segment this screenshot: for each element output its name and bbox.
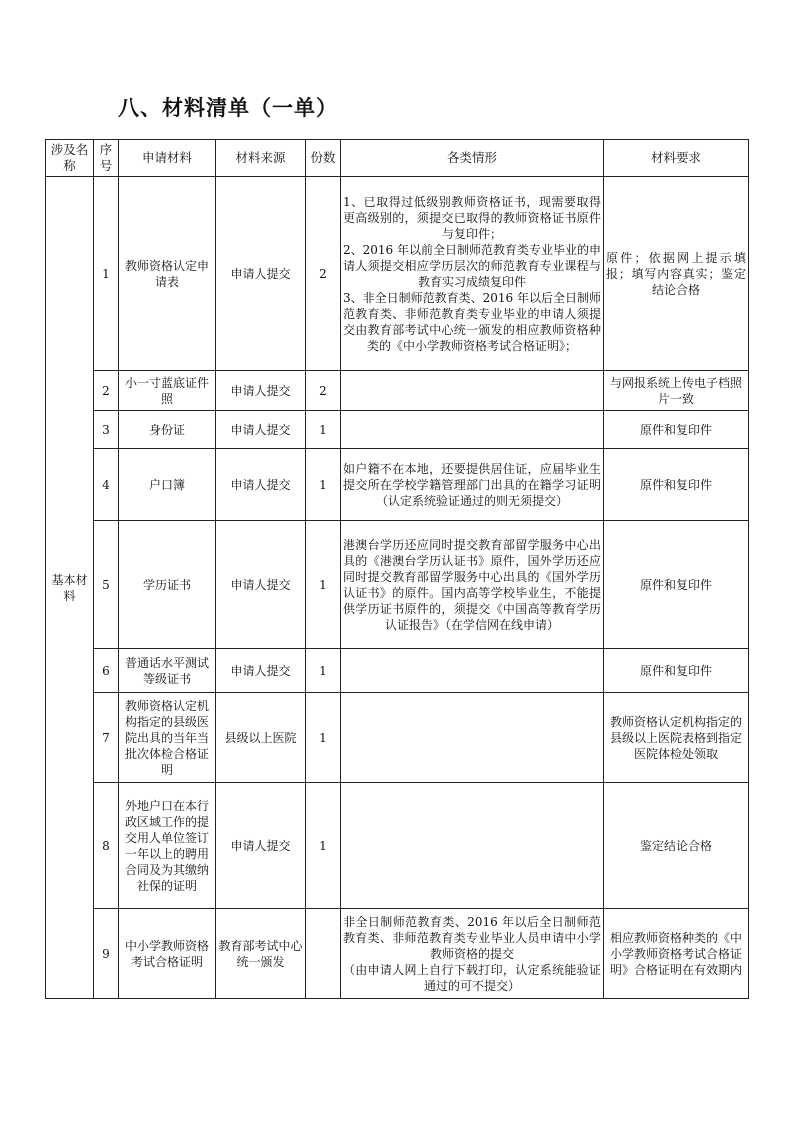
row-material: 普通话水平测试等级证书 bbox=[119, 649, 216, 693]
table-row bbox=[46, 371, 749, 411]
row-situation bbox=[341, 783, 604, 909]
header-source: 材料来源 bbox=[216, 140, 306, 177]
header-category: 涉及名称 bbox=[46, 140, 94, 177]
row-copies bbox=[306, 909, 341, 999]
row-no: 3 bbox=[94, 411, 119, 449]
row-source: 县级以上医院 bbox=[216, 693, 306, 783]
row-material: 教师资格认定申请表 bbox=[119, 177, 216, 371]
materials-table bbox=[45, 139, 749, 999]
page-title: 八、材料清单（一单） bbox=[118, 96, 338, 120]
row-situation: 如户籍不在本地，还要提供居住证，应届毕业生提交所在学校学籍管理部门出具的在籍学习证明（认定系统验证通过的则无须提交） bbox=[341, 449, 604, 521]
row-source: 申请人提交 bbox=[216, 411, 306, 449]
table-row bbox=[46, 449, 749, 521]
row-no: 5 bbox=[94, 521, 119, 649]
row-source: 申请人提交 bbox=[216, 521, 306, 649]
row-situation: 港澳台学历还应同时提交教育部留学服务中心出具的《港澳台学历认证书》原件，国外学历还应同时提交教育部留学服务中心出具的《国外学历认证书》的原件。国内高等学校毕业生，不能提供学历证书原件的，须提交《中国高等教育学历认证报告》（在学信网在线申请） bbox=[341, 521, 604, 649]
table-row bbox=[46, 521, 749, 649]
row-requirement: 原件和复印件 bbox=[604, 411, 749, 449]
row-material: 教师资格认定机构指定的县级医院出具的当年当批次体检合格证明 bbox=[119, 693, 216, 783]
row-material: 户口簿 bbox=[119, 449, 216, 521]
row-copies: 1 bbox=[306, 521, 341, 649]
row-copies: 1 bbox=[306, 411, 341, 449]
row-copies: 1 bbox=[306, 649, 341, 693]
row-requirement: 原件；依据网上提示填报；填写内容真实；鉴定结论合格 bbox=[604, 177, 749, 371]
header-requirement: 材料要求 bbox=[604, 140, 749, 177]
row-source: 申请人提交 bbox=[216, 371, 306, 411]
row-no: 7 bbox=[94, 693, 119, 783]
row-no: 1 bbox=[94, 177, 119, 371]
row-copies: 1 bbox=[306, 449, 341, 521]
row-situation bbox=[341, 371, 604, 411]
row-situation: 非全日制师范教育类、2016 年以后全日制师范教育类、非师范教育类专业毕业人员申请中小学教师资格的提交 （由申请人网上自行下载打印，认定系统能验证通过的可不提交） bbox=[341, 909, 604, 999]
header-copies: 份数 bbox=[306, 140, 341, 177]
row-copies: 2 bbox=[306, 371, 341, 411]
row-situation: 1、已取得过低级别教师资格证书，现需要取得更高级别的，须提交已取得的教师资格证书原件与复印件； 2、2016 年以前全日制师范教育类专业毕业的申请人须提交相应学历层次的师范教育专业课程与教育实习成绩复印件 3、非全日制师范教育类、2016 年以后全日制师范教育类、非师范教育类专业毕业的申请人须提交由教育部考试中心统一颁发的相应教师资格种类的《中小学教师资格考试合格证明》； bbox=[341, 177, 604, 371]
row-requirement: 原件和复印件 bbox=[604, 521, 749, 649]
row-source: 申请人提交 bbox=[216, 649, 306, 693]
row-copies: 1 bbox=[306, 783, 341, 909]
row-material: 外地户口在本行政区域工作的提交用人单位签订一年以上的聘用合同及为其缴纳社保的证明 bbox=[119, 783, 216, 909]
row-requirement: 与网报系统上传电子档照片一致 bbox=[604, 371, 749, 411]
row-requirement: 原件和复印件 bbox=[604, 449, 749, 521]
row-requirement: 鉴定结论合格 bbox=[604, 783, 749, 909]
header-row bbox=[46, 140, 749, 177]
table-row bbox=[46, 693, 749, 783]
row-material: 中小学教师资格考试合格证明 bbox=[119, 909, 216, 999]
row-source: 教育部考试中心统一颁发 bbox=[216, 909, 306, 999]
table-row bbox=[46, 411, 749, 449]
row-source: 申请人提交 bbox=[216, 449, 306, 521]
row-source: 申请人提交 bbox=[216, 177, 306, 371]
table-row bbox=[46, 177, 749, 371]
table-row bbox=[46, 783, 749, 909]
row-source: 申请人提交 bbox=[216, 783, 306, 909]
row-no: 8 bbox=[94, 783, 119, 909]
row-no: 4 bbox=[94, 449, 119, 521]
table-row bbox=[46, 649, 749, 693]
group-label: 基本材料 bbox=[46, 177, 94, 999]
row-copies: 1 bbox=[306, 693, 341, 783]
table-row bbox=[46, 909, 749, 999]
row-copies: 2 bbox=[306, 177, 341, 371]
header-no: 序号 bbox=[94, 140, 119, 177]
row-situation bbox=[341, 693, 604, 783]
row-requirement: 教师资格认定机构指定的县级以上医院表格到指定医院体检处领取 bbox=[604, 693, 749, 783]
header-material: 申请材料 bbox=[119, 140, 216, 177]
row-no: 2 bbox=[94, 371, 119, 411]
row-no: 9 bbox=[94, 909, 119, 999]
row-no: 6 bbox=[94, 649, 119, 693]
row-requirement: 相应教师资格种类的《中小学教师资格考试合格证明》合格证明在有效期内 bbox=[604, 909, 749, 999]
row-material: 小一寸蓝底证件照 bbox=[119, 371, 216, 411]
header-situation: 各类情形 bbox=[341, 140, 604, 177]
row-material: 学历证书 bbox=[119, 521, 216, 649]
row-situation bbox=[341, 411, 604, 449]
row-situation bbox=[341, 649, 604, 693]
row-requirement: 原件和复印件 bbox=[604, 649, 749, 693]
row-material: 身份证 bbox=[119, 411, 216, 449]
